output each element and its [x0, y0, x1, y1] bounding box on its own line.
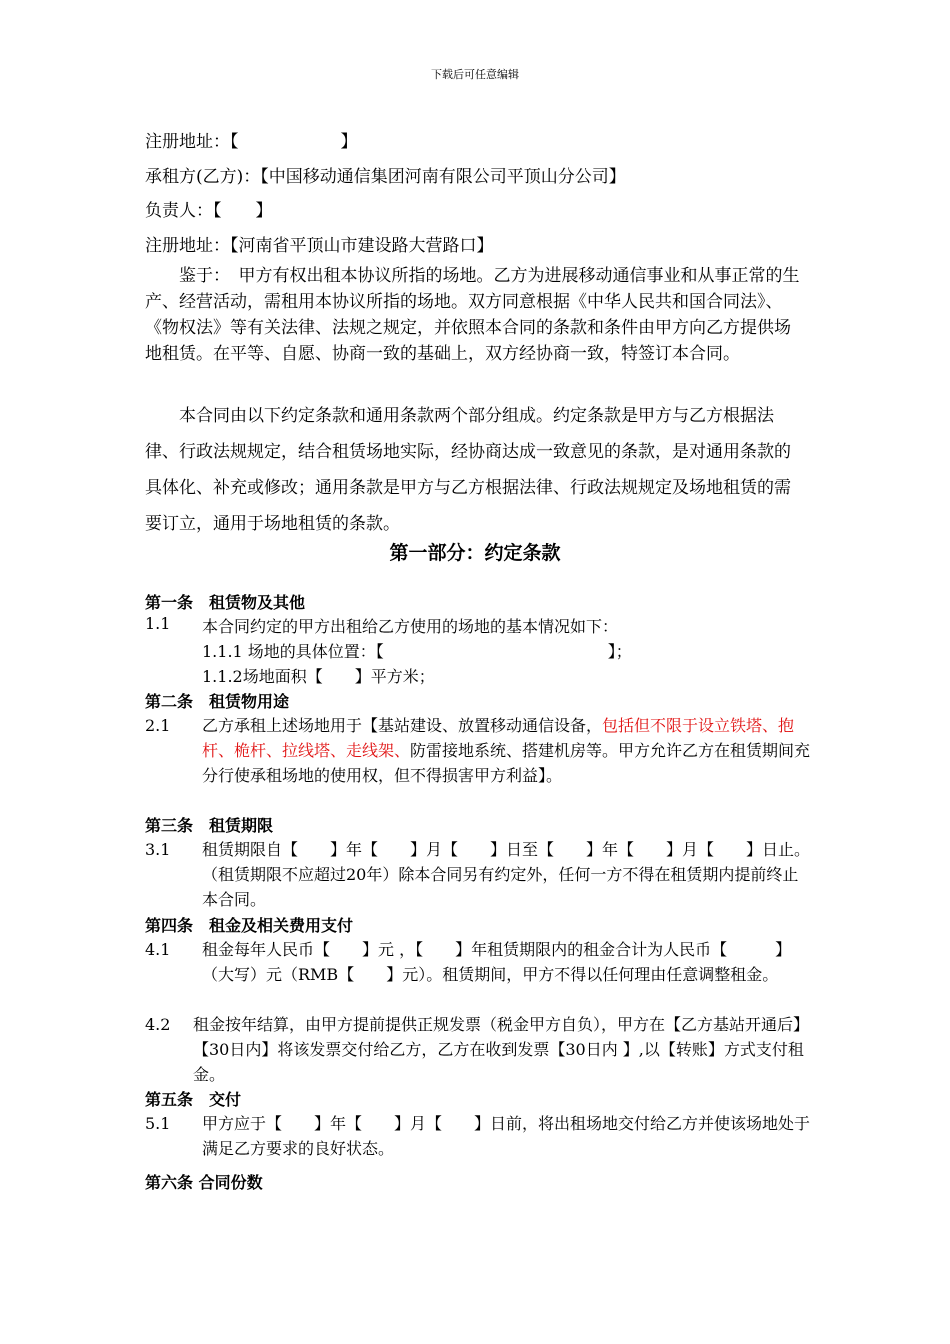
clause-number: 4.2 [145, 1015, 171, 1034]
whereas-paragraph: 鉴于： 甲方有权出租本协议所指的场地。乙方为进展移动通信事业和从事正常的生产、经营活动，需租用本协议所指的场地。双方同意根据《中华人民共和国合同法》、《物权法》等有关法律、法规之规定，并依照本合同的条款和条件由甲方向乙方提供场地租赁。在平等、自愿、协商一致的基础上，双方经协商一致，特签订本合同。 [145, 266, 800, 364]
clause-1-1 [145, 614, 815, 638]
highlighted-text: 包括但不限于设立铁塔、抱杆、桅杆、拉线塔、走线架、 [202, 716, 795, 760]
clause-text-part: 防雷接地系统、搭建机房等。甲方允许乙方在租赁期间充分行使承租场地的使用权，但不得损害甲方利益】。 [202, 741, 811, 785]
clause-4-2 [145, 1012, 815, 1087]
clause-3-1 [145, 837, 815, 912]
clause-text: 本合同约定的甲方出租给乙方使用的场地的基本情况如下： [202, 617, 619, 636]
clause-text: 甲方应于【 】年【 】月【 】日前，将出租场地交付给乙方并使该场地处于满足乙方要求的良好状态。 [202, 1114, 811, 1158]
article-4-heading: 第四条 租金及相关费用支付 [145, 916, 354, 935]
part-one-title: 第一部分：约定条款 [389, 542, 561, 564]
clause-text: 租金每年人民币【 】元 ，【 】年租赁期限内的租金合计为人民币【 】（大写）元（RMB【 】元）。租赁期间，甲方不得以任何理由任意调整租金。 [202, 940, 792, 984]
clause-1-1-2: 1.1.2场地面积【 】平方米； [202, 667, 435, 686]
clause-2-1 [145, 713, 815, 813]
clause-text [202, 713, 814, 788]
lessee-line: 承租方(乙方)：【中国移动通信集团河南有限公司平顶山分公司】 [145, 167, 626, 187]
article-1-heading: 第一条 租赁物及其他 [145, 593, 306, 612]
clause-number: 4.1 [145, 940, 171, 959]
principal-line: 负责人：【 】 [145, 201, 273, 221]
clause-5-1 [145, 1111, 815, 1161]
clause-number: 5.1 [145, 1114, 171, 1133]
clause-text: 租赁期限自【 】年【 】月【 】日至【 】年【 】月【 】日止。（租赁期限不应超过20年）除本合同另有约定外，任何一方不得在租赁期内提前终止本合同。 [202, 840, 811, 909]
clause-4-1 [145, 937, 815, 1012]
clause-number: 1.1 [145, 614, 171, 633]
registered-address-lessee: 注册地址：【河南省平顶山市建设路大营路口】 [145, 236, 494, 256]
article-6-heading: 第六条 合同份数 [145, 1173, 263, 1192]
page-header-note: 下载后可任意编辑 [431, 68, 519, 81]
clause-text-part: 乙方承租上述场地用于【基站建设、放置移动通信设备， [202, 716, 603, 735]
clause-text: 租金按年结算，由甲方提前提供正规发票（税金甲方自负），甲方在【乙方基站开通后】【30日内】将该发票交付给乙方，乙方在收到发票【30日内 】,以【转账】方式支付租金。 [193, 1015, 810, 1084]
clause-number: 3.1 [145, 840, 171, 859]
article-3-heading: 第三条 租赁期限 [145, 816, 274, 835]
composition-paragraph: 本合同由以下约定条款和通用条款两个部分组成。约定条款是甲方与乙方根据法律、行政法规规定，结合租赁场地实际，经协商达成一致意见的条款，是对通用条款的具体化、补充或修改；通用条款是甲方与乙方根据法律、行政法规规定及场地租赁的需要订立，通用于场地租赁的条款。 [145, 406, 791, 534]
article-5-heading: 第五条 交付 [145, 1090, 242, 1109]
clause-number: 2.1 [145, 716, 171, 735]
registered-address-lessor: 注册地址：【 】 [145, 132, 358, 152]
clause-1-1-1: 1.1.1 场地的具体位置：【 】； [202, 642, 632, 661]
article-2-heading: 第二条 租赁物用途 [145, 692, 290, 711]
